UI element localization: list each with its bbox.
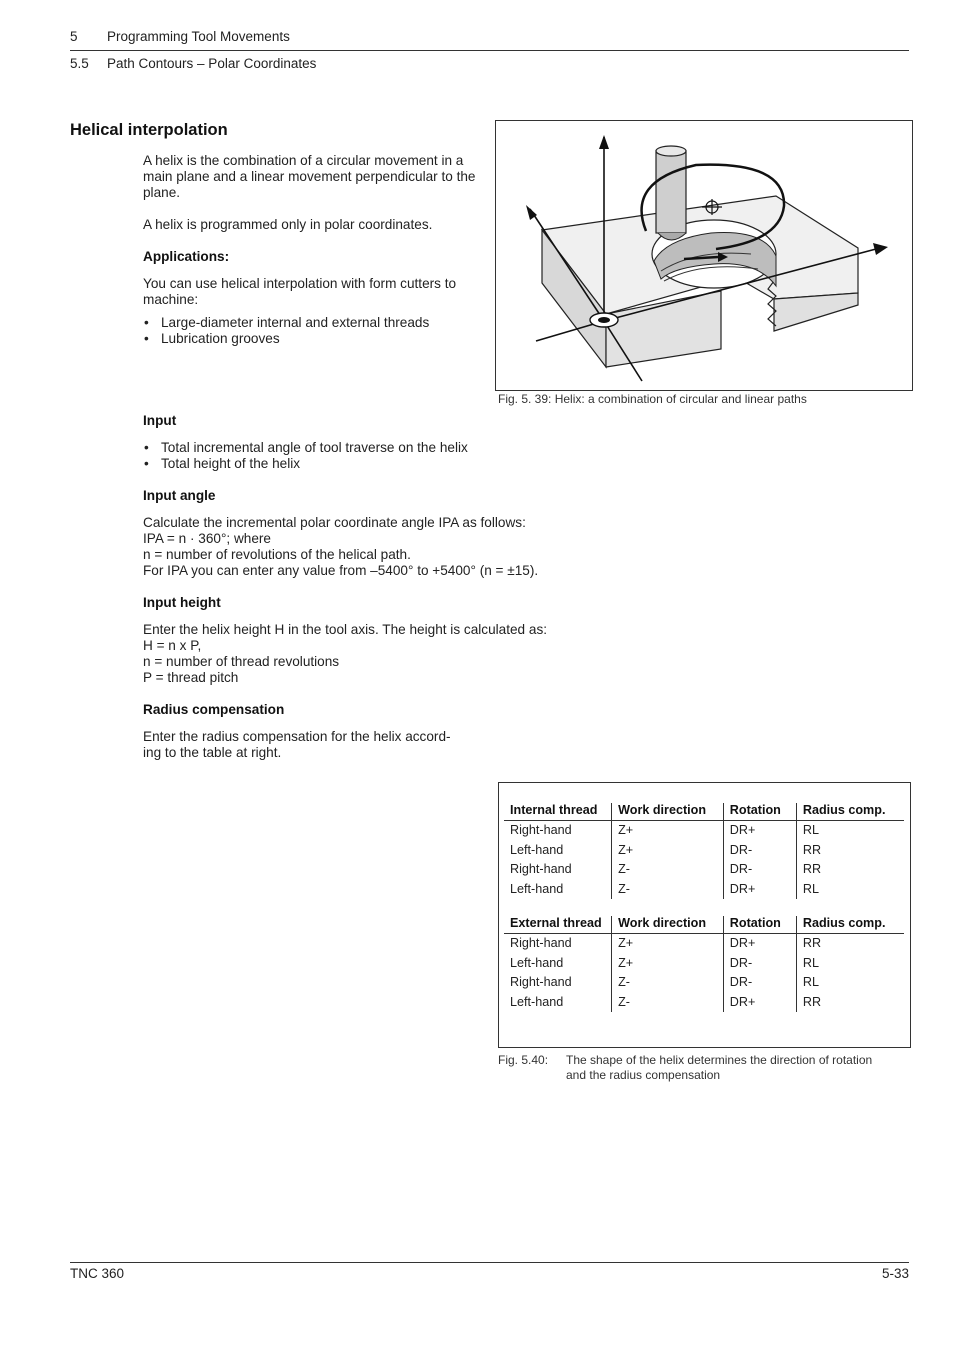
caption-line: and the radius compensation xyxy=(566,1068,721,1082)
table-cell: Z- xyxy=(612,880,724,900)
table-cell: RR xyxy=(796,934,904,954)
table-row xyxy=(504,993,904,1013)
table-cell: Right-hand xyxy=(510,823,572,837)
table-cell: DR- xyxy=(723,954,796,974)
table-cell: Left-hand xyxy=(510,955,564,970)
text-line: H = n x P, xyxy=(143,638,202,653)
table-cell: DR+ xyxy=(723,880,796,900)
table-cell: RL xyxy=(796,821,904,841)
input-height-text xyxy=(143,622,623,686)
caption-line: The shape of the helix determines the direction of rotation xyxy=(566,1053,873,1067)
column-header: Work direction xyxy=(612,803,724,821)
column-header: Rotation xyxy=(723,916,796,934)
table-cell: Right-hand xyxy=(510,936,572,950)
table-caption xyxy=(566,1053,911,1083)
table-row xyxy=(504,841,904,861)
table-cell: Left-hand xyxy=(510,842,564,857)
internal-thread-table xyxy=(504,803,904,899)
table-cell: Z- xyxy=(612,973,724,993)
text-line: IPA = n · 360°; where xyxy=(143,531,271,546)
table-cell: DR- xyxy=(723,973,796,993)
column-header: Radius comp. xyxy=(796,916,904,934)
table-cell: Z+ xyxy=(612,954,724,974)
table-cell: Right-hand xyxy=(510,862,572,876)
list-item: • Total incremental angle of tool traverse on the helix xyxy=(143,440,623,456)
table-cell: DR- xyxy=(723,841,796,861)
page-number: 5-33 xyxy=(881,1266,909,1281)
input-angle-text xyxy=(143,515,623,579)
table-cell: Z- xyxy=(612,993,724,1013)
table-cell: RL xyxy=(796,880,904,900)
table-cell: RL xyxy=(796,973,904,993)
table-cell: Z- xyxy=(612,860,724,880)
text-line: Enter the radius compensation for the helix accord- xyxy=(143,729,451,744)
helix-illustration xyxy=(496,121,912,390)
table-cell: DR+ xyxy=(723,993,796,1013)
intro-paragraph-2: A helix is programmed only in polar coordinates. xyxy=(143,217,433,232)
table-row xyxy=(504,860,904,880)
column-header: Radius comp. xyxy=(796,803,904,821)
table-row xyxy=(504,954,904,974)
applications-text: You can use helical interpolation with form cutters to machine: xyxy=(143,276,457,307)
column-header: Internal thread xyxy=(504,803,612,821)
table-caption-label: Fig. 5.40: xyxy=(498,1053,549,1067)
text-line: n = number of revolutions of the helical path. xyxy=(143,547,411,562)
section-header xyxy=(70,56,316,71)
table-cell: Right-hand xyxy=(510,975,572,989)
table-row xyxy=(504,934,904,954)
text-line: ing to the table at right. xyxy=(143,745,282,760)
table-cell: DR- xyxy=(723,860,796,880)
applications-list xyxy=(143,315,483,347)
table-cell: Left-hand xyxy=(510,881,564,896)
compensation-table-box xyxy=(498,782,911,1048)
table-cell: RR xyxy=(796,993,904,1013)
table-row xyxy=(504,973,904,993)
chapter-number: 5 xyxy=(70,29,78,44)
table-cell: DR+ xyxy=(723,821,796,841)
footer-manual-name: TNC 360 xyxy=(70,1266,125,1281)
table-cell: Z+ xyxy=(612,821,724,841)
table-cell: Z+ xyxy=(612,934,724,954)
table-row xyxy=(504,821,904,841)
text-line: P = thread pitch xyxy=(143,670,239,685)
text-line: n = number of thread revolutions xyxy=(143,654,340,669)
radius-comp-title: Radius compensation xyxy=(143,702,285,717)
table-cell: Z+ xyxy=(612,841,724,861)
text-line: For IPA you can enter any value from –5400° to +5400° (n = ±15). xyxy=(143,563,539,578)
input-list xyxy=(143,440,623,472)
list-item: • Lubrication grooves xyxy=(143,331,483,347)
table-cell: Left-hand xyxy=(510,994,564,1009)
text-line: Calculate the incremental polar coordinate angle IPA as follows: xyxy=(143,515,526,530)
text-line: Enter the helix height H in the tool axis. The height is calculated as: xyxy=(143,622,548,637)
table-cell: RR xyxy=(796,860,904,880)
figure-caption: Fig. 5. 39: Helix: a combination of circular and linear paths xyxy=(498,392,807,406)
section-title: Path Contours – Polar Coordinates xyxy=(107,56,317,71)
table-row xyxy=(504,880,904,900)
chapter-header xyxy=(70,29,290,44)
column-header: Work direction xyxy=(612,916,724,934)
section-number: 5.5 xyxy=(70,56,89,71)
header-rule xyxy=(70,50,909,51)
list-item: • Total height of the helix xyxy=(143,456,623,472)
external-thread-table xyxy=(504,916,904,1012)
input-height-title: Input height xyxy=(143,595,221,610)
input-angle-title: Input angle xyxy=(143,488,216,503)
helix-figure xyxy=(495,120,913,391)
list-item: • Large-diameter internal and external threads xyxy=(143,315,483,331)
column-header: Rotation xyxy=(723,803,796,821)
input-block xyxy=(143,413,623,761)
table-cell: RL xyxy=(796,954,904,974)
table-cell: RR xyxy=(796,841,904,861)
column-header: External thread xyxy=(504,916,612,934)
table-header-row xyxy=(504,803,904,821)
input-title: Input xyxy=(143,413,177,428)
footer-rule xyxy=(70,1262,909,1263)
intro-paragraph-1: A helix is the combination of a circular movement in a main plane and a linear movement perpendicular to the plane. xyxy=(143,153,476,200)
applications-title: Applications: xyxy=(143,249,230,264)
page-title: Helical interpolation xyxy=(70,121,228,139)
chapter-title: Programming Tool Movements xyxy=(107,29,290,44)
intro-block xyxy=(143,153,483,347)
table-cell: DR+ xyxy=(723,934,796,954)
radius-comp-text xyxy=(143,729,623,761)
table-header-row xyxy=(504,916,904,934)
